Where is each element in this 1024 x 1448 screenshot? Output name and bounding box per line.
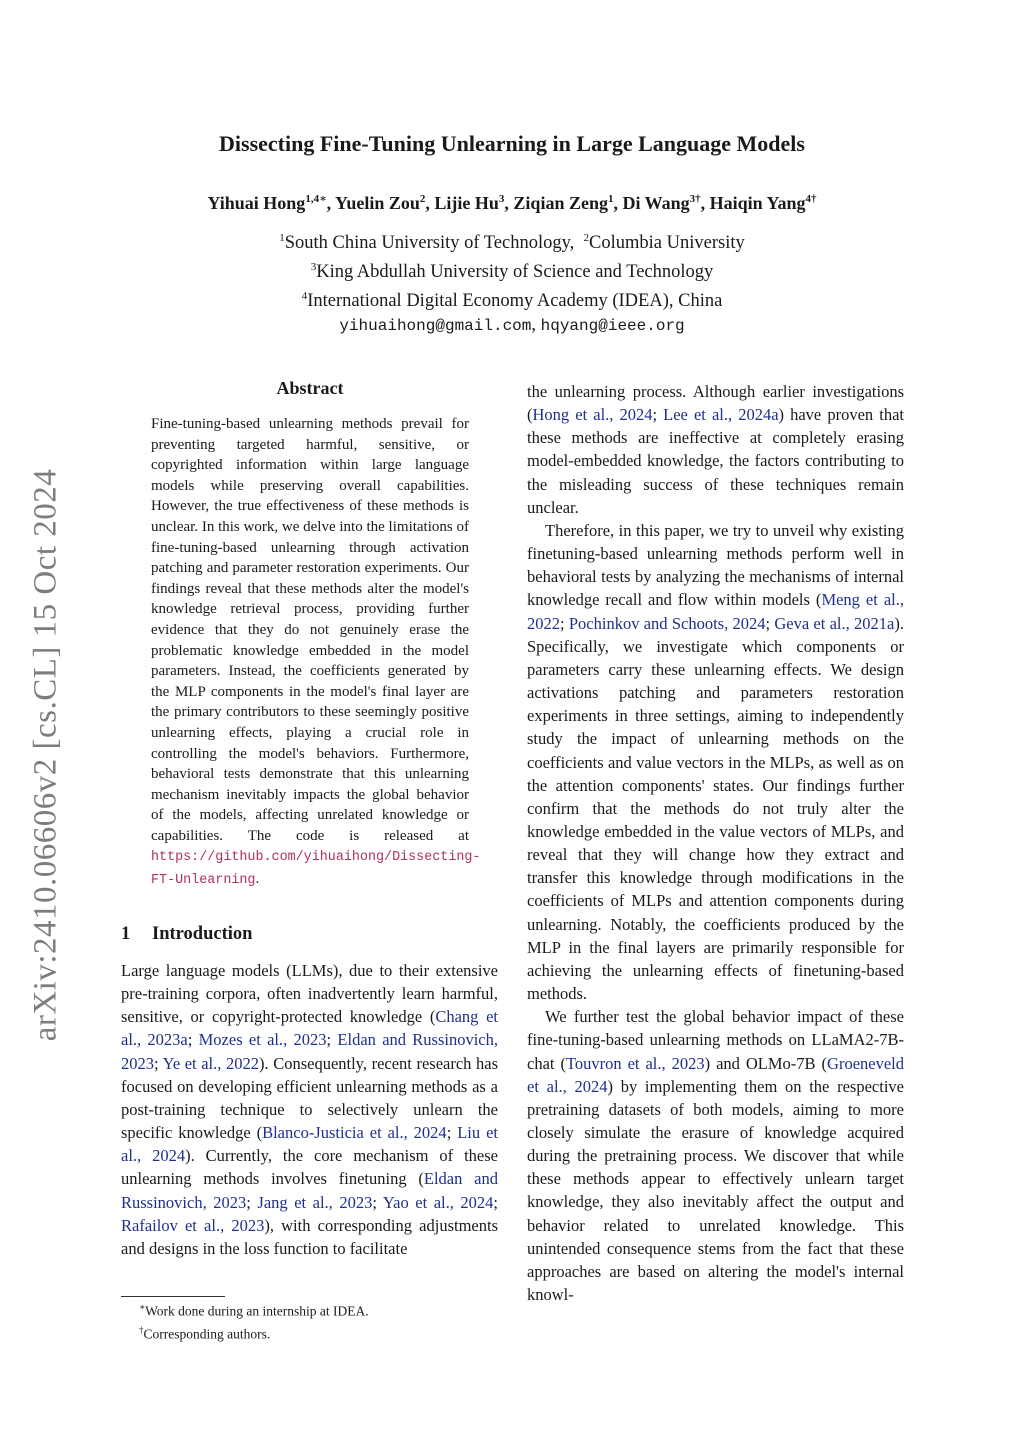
- body-text: ;: [154, 1053, 163, 1073]
- intro-paragraph: [527, 380, 904, 519]
- affiliation-line: $^1$South China University of Technology, $^2$Columbia University: [279, 232, 745, 254]
- body-text: ;: [187, 1030, 199, 1050]
- paper-title: Dissecting Fine-Tuning Unlearning in Large Language Models: [219, 131, 805, 156]
- email-link[interactable]: yihuaihong@gmail.com: [339, 317, 532, 336]
- affiliation-line: $^3$King Abdullah University of Science and Technology: [310, 261, 714, 283]
- body-text: ;: [246, 1192, 258, 1212]
- citation-link[interactable]: Lee et al., 2024a: [663, 405, 779, 425]
- citation-link[interactable]: Pochinkov and Schoots, 2024: [568, 613, 766, 633]
- citation-link[interactable]: Yao et al., 2024: [382, 1192, 494, 1212]
- footnotes: [121, 1298, 498, 1343]
- body-text: ). Consequently, recent research has focused on developing efficient unlearning methods as a post-training technique to selectively unlearn the specific knowledge (: [121, 1053, 498, 1143]
- footnote: ∗Work done during an internship at IDEA.: [139, 1302, 369, 1319]
- body-text: ) have proven that these methods are ineffective at completely erasing model-embedded knowledge, the factors contributing to the misleading success of these techniques remain unclear.: [527, 405, 904, 517]
- citation-link[interactable]: Mozes et al., 2023: [198, 1030, 327, 1050]
- citation-link[interactable]: Chang et al., 2023a: [121, 1007, 498, 1050]
- body-text: ) and OLMo-7B (: [704, 1053, 828, 1073]
- intro-paragraph-left: [121, 959, 498, 1260]
- body-text: ). Currently, the core mechanism of these unlearning methods involves finetuning (: [121, 1146, 498, 1189]
- body-text: ;: [326, 1030, 338, 1050]
- intro-paragraph: [527, 1005, 904, 1306]
- citation-link[interactable]: Eldan and Russinovich, 2023: [121, 1169, 498, 1212]
- intro-paragraph: [527, 519, 904, 1005]
- author: Di Wang$^{3\dagger}$: [622, 193, 701, 213]
- author: Yihuai Hong$^{1,4∗}$: [207, 193, 327, 213]
- email-line: yihuaihong@gmail.com, hqyang@ieee.org: [339, 315, 685, 336]
- body-text: We further test the global behavior impact of these fine-tuning-based unlearning methods on LLaMA2-7B-chat (: [527, 1007, 904, 1073]
- citation-link[interactable]: Hong et al., 2024: [532, 405, 653, 425]
- body-text: ) by implementing them on the respective pretraining datasets of both models, aiming to more closely simulate the erasure of knowledge acquired during the pretraining process. We discover that while these methods appear to effectively unlearn target knowledge, they also inevitably affect the output and behavior related to unrelated knowledge. This unintended consequence stems from the fact that these approaches are based on altering the model's internal knowl-: [527, 1076, 904, 1305]
- author: Yuelin Zou$^2$: [335, 193, 426, 213]
- footnote: †Corresponding authors.: [139, 1324, 271, 1341]
- email-link[interactable]: hqyang@ieee.org: [540, 317, 685, 336]
- affiliations: [0, 226, 1024, 338]
- body-text: ;: [560, 613, 569, 633]
- abstract-text: Fine-tuning-based unlearning methods prevail for preventing targeted harmful, sensitive, or copyrighted information within large language models while preserving overall capabilities. However, the true effectiveness of these methods is unclear. In this work, we delve into the limitations of fine-tuning-based unlearning through activation patching and parameter restoration experiments. Our findings reveal that these methods alter the model's knowledge retrieval process, providing further evidence that they do not genuinely erase the problematic knowledge embedded in the model parameters. Instead, the coefficients generated by the MLP components in the model's final layer are the primary contributors to these seemingly positive unlearning effects, playing a crucial role in controlling the model's behaviors. Furthermore, behavioral tests demonstrate that this unlearning mechanism inevitably impacts the global behavior of the models, affecting unrelated knowledge or capabilities. The code is released at https://github.com/yihuaihong/Dissecting-FT-Unlearning.: [151, 416, 481, 889]
- footnote-rule: [121, 1296, 225, 1297]
- body-text: Large language models (LLMs), due to their extensive pre-training corpora, often inadvertently learn harmful, sensitive, or copyright-protected knowledge (: [121, 961, 498, 1027]
- intro-column-right: [527, 380, 904, 1306]
- author: Haiqin Yang$^{4\dagger}$: [709, 193, 817, 213]
- author-list: Yihuai Hong$^{1,4∗}$, Yuelin Zou$^2$, Lijie Hu$^3$, Ziqian Zeng$^1$, Di Wang$^{3\dagger}$, Haiqin Yang$^{4\dagger}$: [207, 193, 817, 213]
- code-link[interactable]: https://github.com/yihuaihong/Dissecting-FT-Unlearning: [151, 850, 481, 889]
- citation-link[interactable]: Jang et al., 2023: [257, 1192, 373, 1212]
- body-text: ;: [765, 613, 775, 633]
- body-text: the unlearning process. Although earlier investigations (: [527, 382, 904, 425]
- author: Lijie Hu$^3$: [434, 193, 505, 213]
- citation-link[interactable]: Rafailov et al., 2023: [121, 1215, 265, 1235]
- body-text: ;: [446, 1123, 458, 1143]
- citation-link[interactable]: Geva et al., 2021a: [774, 613, 895, 633]
- body-text: Therefore, in this paper, we try to unveil why existing finetuning-based unlearning methods perform well in behavioral tests by analyzing the mechanisms of internal knowledge recall and flow within models (: [527, 520, 904, 610]
- citation-link[interactable]: Meng et al., 2022: [527, 590, 904, 633]
- body-text: ;: [652, 405, 664, 425]
- abstract-heading: Abstract: [276, 378, 344, 398]
- citation-link[interactable]: Liu et al., 2024: [121, 1123, 498, 1166]
- body-text: ;: [493, 1192, 499, 1212]
- body-text: ;: [372, 1192, 383, 1212]
- arxiv-id: arXiv:2410.06606v2 [cs.CL] 15 Oct 2024: [27, 468, 64, 1042]
- citation-link[interactable]: Touvron et al., 2023: [565, 1053, 705, 1073]
- affiliation-line: $^4$International Digital Economy Academy (IDEA), China: [301, 290, 723, 312]
- citation-link[interactable]: Ye et al., 2022: [162, 1053, 259, 1073]
- body-text: ), with corresponding adjustments and designs in the loss function to facilitate: [121, 1215, 498, 1258]
- citation-link[interactable]: Groeneveld et al., 2024: [527, 1053, 904, 1096]
- section-heading: 1 Introduction: [121, 924, 253, 944]
- citation-link[interactable]: Blanco-Justicia et al., 2024: [262, 1123, 447, 1143]
- arxiv-stamp: [22, 455, 70, 1055]
- author: Ziqian Zeng$^1$: [513, 193, 614, 213]
- citation-link[interactable]: Eldan and Russinovich, 2023: [121, 1030, 499, 1073]
- body-text: ). Specifically, we investigate which components or parameters carry these unlearning effects. We design activations patching and parameters restoration experiments in three settings, aiming to independently study the impact of unlearning methods on the coefficients and value vectors in the MLPs, as well as on the attention components' states. Our findings further confirm that the methods do not truly alter the knowledge embedded in the value vectors of MLPs, and reveal that they will change how they extract and transfer this knowledge through modifications in the coefficients of MLPs and attention components during unlearning. Notably, the coefficients produced by the MLP in the final layers are primarily responsible for achieving the unlearning effects of finetuning-based methods.: [527, 613, 904, 1004]
